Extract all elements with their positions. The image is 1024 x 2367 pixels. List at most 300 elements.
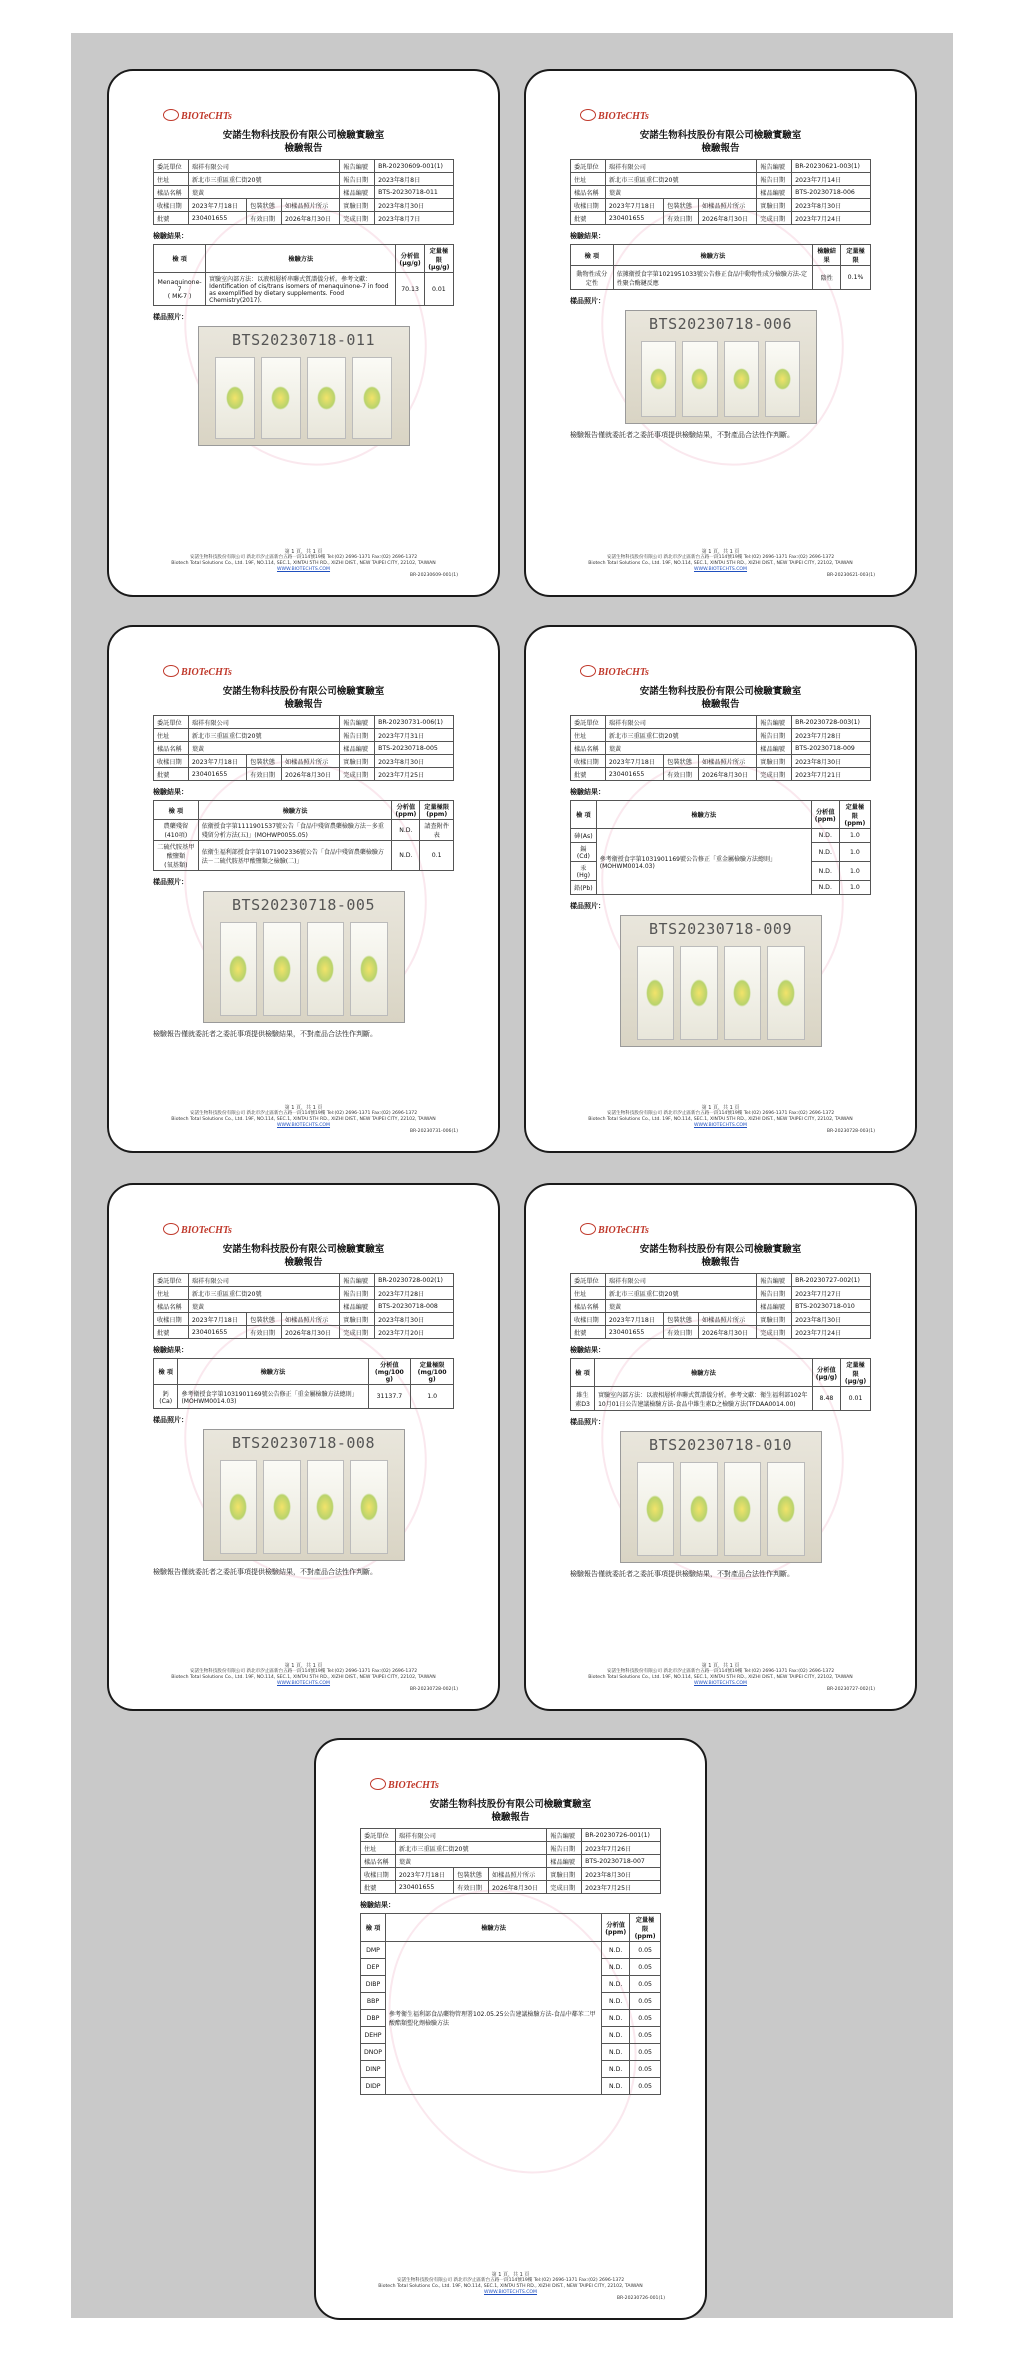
- meta-cell: 住址: [154, 1287, 189, 1300]
- value-cell: N.D.: [602, 1993, 630, 2010]
- meta-cell: 完成日期: [757, 1326, 792, 1339]
- meta-cell: 2023年7月18日: [188, 199, 246, 212]
- meta-cell: 葉黃: [188, 742, 339, 755]
- company-address-en: Biotech Total Solutions Co., Ltd. 19F, NO.114, SEC.1, XINTAI 5TH RD., XIZHI DIST., NEW TAIPEI CITY, 22102, TAIWAN: [171, 1675, 436, 1680]
- method-cell: 參考衛授食字第1031901169號公告修正「重金屬檢驗方法總則」(MOHWM0014.03): [596, 829, 811, 895]
- item-cell: 二硫代胺基甲酸鹽類 (氧基類): [154, 841, 199, 871]
- page-number: 第 1 頁，共 1 頁: [491, 2272, 530, 2278]
- meta-cell: 2023年7月14日: [792, 173, 871, 186]
- meta-cell: 2023年7月21日: [792, 768, 871, 781]
- meta-cell: 2023年7月27日: [792, 1287, 871, 1300]
- meta-row: [154, 716, 454, 729]
- value-cell: N.D.: [811, 843, 839, 862]
- meta-cell: 有效日期: [664, 1326, 699, 1339]
- meta-cell: 葉黃: [395, 1855, 546, 1868]
- report-title: 安諾生物科技股份有限公司檢驗實驗室 檢驗報告: [222, 686, 385, 710]
- meta-cell: 實驗日期: [340, 1313, 375, 1326]
- report-footer: [316, 2272, 705, 2302]
- photo-sample-label: BTS20230718-006: [649, 315, 792, 333]
- table-row: [154, 841, 454, 871]
- meta-cell: 2023年8月30日: [375, 1313, 454, 1326]
- company-website-link[interactable]: WWW.BIOTECHTS.COM: [276, 1681, 331, 1686]
- product-box: [352, 357, 392, 439]
- results-header-row: [154, 1359, 454, 1385]
- meta-cell: 2023年8月30日: [792, 199, 871, 212]
- report-title: 安諾生物科技股份有限公司檢驗實驗室 檢驗報告: [639, 1244, 802, 1268]
- meta-row: [571, 755, 871, 768]
- col-loq: 定量極限 (ppm): [839, 801, 870, 829]
- meta-row: [571, 1287, 871, 1300]
- table-row: [154, 1385, 454, 1409]
- meta-cell: 包裝狀態: [247, 1313, 282, 1326]
- meta-row: [154, 729, 454, 742]
- item-cell: DIDP: [361, 2078, 386, 2095]
- col-loq: 定量極限 (μg/g): [841, 1359, 871, 1387]
- report-page-7: [314, 1738, 707, 2320]
- meta-cell: 完成日期: [340, 1326, 375, 1339]
- col-item: 檢 項: [571, 245, 614, 266]
- page-number: 第 1 頁，共 1 頁: [701, 1105, 740, 1111]
- meta-cell: 樣品編號: [757, 742, 792, 755]
- meta-cell: BR-20230726-001(1): [582, 1829, 661, 1842]
- product-box: [724, 1462, 762, 1556]
- meta-cell: 報告日期: [757, 1287, 792, 1300]
- product-box: [350, 1460, 388, 1554]
- col-method: 檢驗方法: [596, 801, 811, 829]
- value-cell: N.D.: [602, 2027, 630, 2044]
- meta-cell: 新北市三重區重仁街20號: [188, 173, 339, 186]
- meta-row: [571, 729, 871, 742]
- company-website-link[interactable]: WWW.BIOTECHTS.COM: [693, 567, 748, 572]
- table-row: [361, 1942, 661, 1959]
- meta-cell: 葉黃: [605, 1300, 756, 1313]
- meta-cell: 瑞祥有限公司: [605, 160, 756, 173]
- col-item: 檢 項: [154, 245, 206, 273]
- results-header-row: [571, 801, 871, 829]
- meta-cell: BTS-20230718-006: [792, 186, 871, 199]
- report-footer: [526, 1663, 915, 1693]
- meta-cell: 收樣日期: [571, 755, 606, 768]
- meta-cell: 2023年7月18日: [605, 755, 663, 768]
- meta-cell: 2023年8月30日: [582, 1868, 661, 1881]
- company-website-link[interactable]: WWW.BIOTECHTS.COM: [693, 1123, 748, 1128]
- col-item: 檢 項: [154, 801, 199, 820]
- results-table: [153, 244, 454, 306]
- page-number: 第 1 頁，共 1 頁: [284, 1663, 323, 1669]
- meta-cell: 實驗日期: [757, 199, 792, 212]
- value-cell: N.D.: [602, 1942, 630, 1959]
- product-box: [765, 341, 800, 417]
- loq-cell: 0.05: [630, 2044, 661, 2061]
- item-cell: Menaquinone-7 ( MK-7 ): [154, 273, 206, 306]
- loq-cell: 0.01: [841, 1387, 871, 1411]
- meta-cell: 住址: [571, 173, 606, 186]
- meta-cell: 委託單位: [361, 1829, 396, 1842]
- meta-row: [154, 1274, 454, 1287]
- results-table: [153, 1358, 454, 1409]
- meta-row: [361, 1829, 661, 1842]
- loq-cell: 0.05: [630, 2010, 661, 2027]
- method-cell: 實驗室內部方法：以液相層析串聯式質譜儀分析。參考文獻：Identification of cis/trans isomers of menaquinone-7 in food as exemplified by dietary supplements. Food Chemistry(2017).: [206, 273, 396, 306]
- meta-cell: 2023年7月24日: [792, 212, 871, 225]
- meta-cell: 有效日期: [664, 768, 699, 781]
- meta-cell: 葉黃: [605, 186, 756, 199]
- meta-cell: 收樣日期: [154, 1313, 189, 1326]
- meta-cell: 住址: [571, 1287, 606, 1300]
- meta-row: [154, 199, 454, 212]
- meta-cell: 230401655: [188, 212, 246, 225]
- value-cell: N.D.: [602, 2010, 630, 2027]
- company-address-en: Biotech Total Solutions Co., Ltd. 19F, NO.114, SEC.1, XINTAI 5TH RD., XIZHI DIST., NEW TAIPEI CITY, 22102, TAIWAN: [171, 1117, 436, 1122]
- meta-cell: BR-20230609-001(1): [375, 160, 454, 173]
- meta-cell: 2023年7月31日: [375, 729, 454, 742]
- value-cell: N.D.: [602, 2044, 630, 2061]
- report-page-6: [524, 1183, 917, 1711]
- report-meta-table: [570, 159, 871, 225]
- sample-photo: [198, 326, 410, 446]
- product-box: [220, 922, 258, 1016]
- col-loq: 定量極限: [841, 245, 871, 266]
- company-website-link[interactable]: WWW.BIOTECHTS.COM: [693, 1681, 748, 1686]
- meta-cell: 2023年8月30日: [792, 755, 871, 768]
- meta-cell: BTS-20230718-010: [792, 1300, 871, 1313]
- company-address-en: Biotech Total Solutions Co., Ltd. 19F, NO.114, SEC.1, XINTAI 5TH RD., XIZHI DIST., NEW TAIPEI CITY, 22102, TAIWAN: [378, 2284, 643, 2289]
- col-method: 檢驗方法: [206, 245, 396, 273]
- meta-cell: 230401655: [188, 768, 246, 781]
- meta-cell: 2026年8月30日: [698, 1326, 756, 1339]
- meta-row: [154, 173, 454, 186]
- meta-cell: 2023年7月25日: [375, 768, 454, 781]
- meta-cell: 2026年8月30日: [281, 212, 339, 225]
- meta-cell: BR-20230731-006(1): [375, 716, 454, 729]
- meta-cell: 2026年8月30日: [488, 1881, 546, 1894]
- meta-cell: 新北市三重區重仁街20號: [605, 1287, 756, 1300]
- meta-cell: 樣品名稱: [571, 1300, 606, 1313]
- company-address-en: Biotech Total Solutions Co., Ltd. 19F, NO.114, SEC.1, XINTAI 5TH RD., XIZHI DIST., NEW TAIPEI CITY, 22102, TAIWAN: [588, 1117, 853, 1122]
- item-cell: DEP: [361, 1959, 386, 1976]
- col-value: 分析值 (mg/100 g): [368, 1359, 411, 1385]
- report-title: 安諾生物科技股份有限公司檢驗實驗室 檢驗報告: [222, 1244, 385, 1268]
- meta-cell: 新北市三重區重仁街20號: [395, 1842, 546, 1855]
- meta-cell: 如樣品照片所示: [698, 755, 756, 768]
- loq-cell: 1.0: [839, 862, 870, 881]
- meta-cell: 2023年7月20日: [375, 1326, 454, 1339]
- meta-cell: 收樣日期: [154, 199, 189, 212]
- meta-cell: 樣品名稱: [571, 742, 606, 755]
- meta-row: [154, 1287, 454, 1300]
- results-heading: 檢驗結果：: [570, 788, 605, 796]
- company-address-zh: 安諾生物科技股份有限公司 新北市汐止區新台五路一段114號19樓 Tel:(02) 2696-1371 Fax:(02) 2696-1372: [189, 555, 418, 560]
- report-code: BR-20230726-001(1): [616, 2296, 665, 2301]
- report-title: 安諾生物科技股份有限公司檢驗實驗室 檢驗報告: [429, 1799, 592, 1823]
- meta-cell: 2023年7月28日: [792, 729, 871, 742]
- meta-cell: 230401655: [605, 1326, 663, 1339]
- meta-cell: BTS-20230718-009: [792, 742, 871, 755]
- meta-cell: 批號: [154, 768, 189, 781]
- meta-cell: 完成日期: [757, 212, 792, 225]
- product-box: [263, 922, 301, 1016]
- meta-cell: 完成日期: [757, 768, 792, 781]
- report-page-4: [524, 625, 917, 1153]
- brand-name: BIOTeCHTs: [598, 1225, 649, 1236]
- meta-cell: BR-20230621-003(1): [792, 160, 871, 173]
- product-box: [637, 1462, 675, 1556]
- report-meta-table: [153, 1273, 454, 1339]
- meta-row: [154, 212, 454, 225]
- sample-photo: [203, 891, 405, 1023]
- meta-cell: 瑞祥有限公司: [395, 1829, 546, 1842]
- product-box: [767, 1462, 805, 1556]
- value-cell: N.D.: [811, 862, 839, 881]
- company-address-zh: 安諾生物科技股份有限公司 新北市汐止區新台五路一段114號19樓 Tel:(02) 2696-1371 Fax:(02) 2696-1372: [606, 555, 835, 560]
- meta-cell: 委託單位: [154, 1274, 189, 1287]
- meta-cell: 完成日期: [547, 1881, 582, 1894]
- brand-name: BIOTeCHTs: [598, 667, 649, 678]
- loq-cell: 0.01: [424, 273, 453, 306]
- meta-row: [361, 1868, 661, 1881]
- report-footer: [109, 1663, 498, 1693]
- value-cell: 8.48: [812, 1387, 840, 1411]
- loq-cell: 0.05: [630, 1993, 661, 2010]
- report-code: BR-20230621-003(1): [826, 573, 875, 578]
- disclaimer-note: 檢驗報告僅就委託者之委託事項提供檢驗結果，不對產品合法性作判斷。: [570, 431, 794, 439]
- value-cell: N.D.: [392, 841, 420, 871]
- meta-cell: 2023年7月18日: [605, 1313, 663, 1326]
- meta-cell: 樣品名稱: [361, 1855, 396, 1868]
- meta-cell: 瑞祥有限公司: [605, 1274, 756, 1287]
- meta-cell: 2023年7月18日: [188, 1313, 246, 1326]
- meta-cell: 2023年7月25日: [582, 1881, 661, 1894]
- meta-cell: 包裝狀態: [247, 199, 282, 212]
- item-cell: 鎘(Cd): [571, 843, 597, 862]
- results-heading: 檢驗結果：: [153, 788, 188, 796]
- meta-cell: 報告編號: [547, 1829, 582, 1842]
- brand-name: BIOTeCHTs: [181, 111, 232, 122]
- product-box: [680, 946, 718, 1040]
- meta-cell: 完成日期: [340, 212, 375, 225]
- meta-cell: 新北市三重區重仁街20號: [188, 729, 339, 742]
- meta-cell: BTS-20230718-007: [582, 1855, 661, 1868]
- meta-cell: 2023年8月7日: [375, 212, 454, 225]
- meta-cell: 新北市三重區重仁街20號: [605, 729, 756, 742]
- photo-heading: 樣品照片：: [153, 1416, 188, 1424]
- brand-name: BIOTeCHTs: [181, 667, 232, 678]
- company-website-link[interactable]: WWW.BIOTECHTS.COM: [276, 567, 331, 572]
- meta-cell: 收樣日期: [154, 755, 189, 768]
- report-footer: [109, 549, 498, 579]
- col-loq: 定量極限 (ppm): [630, 1914, 661, 1942]
- meta-cell: 新北市三重區重仁街20號: [188, 1287, 339, 1300]
- meta-cell: 完成日期: [340, 768, 375, 781]
- results-header-row: [154, 245, 454, 273]
- value-cell: N.D.: [602, 2078, 630, 2095]
- meta-row: [571, 1274, 871, 1287]
- meta-cell: BR-20230728-002(1): [375, 1274, 454, 1287]
- method-cell: 依據衛授食字第1021951033號公告修正食品中動物性成分檢驗方法-定性聚合酶鏈反應: [613, 266, 812, 290]
- report-footer: [526, 1105, 915, 1135]
- sample-photo: [620, 1431, 822, 1563]
- loq-cell: 1.0: [839, 829, 870, 843]
- col-method: 檢驗方法: [613, 245, 812, 266]
- brand-name: BIOTeCHTs: [388, 1780, 439, 1791]
- item-cell: 汞(Hg): [571, 862, 597, 881]
- product-box: [350, 922, 388, 1016]
- col-method: 檢驗方法: [386, 1914, 602, 1942]
- meta-row: [571, 1326, 871, 1339]
- meta-cell: 瑞祥有限公司: [188, 160, 339, 173]
- item-cell: 鈣(Ca): [154, 1385, 178, 1409]
- meta-row: [571, 173, 871, 186]
- photo-heading: 樣品照片：: [570, 297, 605, 305]
- photo-sample-label: BTS20230718-008: [232, 1434, 375, 1452]
- results-heading: 檢驗結果：: [570, 1346, 605, 1354]
- meta-cell: 報告日期: [340, 173, 375, 186]
- meta-cell: 有效日期: [247, 1326, 282, 1339]
- meta-cell: 包裝狀態: [247, 755, 282, 768]
- report-code: BR-20230728-002(1): [409, 1687, 458, 1692]
- meta-cell: 2023年7月18日: [395, 1868, 453, 1881]
- meta-row: [361, 1842, 661, 1855]
- meta-cell: 委託單位: [154, 716, 189, 729]
- report-footer: [526, 549, 915, 579]
- photo-sample-label: BTS20230718-009: [649, 920, 792, 938]
- meta-cell: 樣品編號: [547, 1855, 582, 1868]
- value-cell: 70.13: [396, 273, 424, 306]
- meta-cell: BTS-20230718-005: [375, 742, 454, 755]
- meta-cell: 如樣品照片所示: [281, 755, 339, 768]
- meta-row: [154, 1313, 454, 1326]
- meta-cell: 有效日期: [664, 212, 699, 225]
- meta-cell: 如樣品照片所示: [281, 199, 339, 212]
- loq-cell: 1.0: [839, 881, 870, 895]
- meta-cell: 230401655: [605, 768, 663, 781]
- meta-row: [154, 1300, 454, 1313]
- product-box: [641, 341, 676, 417]
- results-table: [570, 1358, 871, 1411]
- meta-cell: 新北市三重區重仁街20號: [605, 173, 756, 186]
- meta-cell: 報告編號: [757, 716, 792, 729]
- company-address-en: Biotech Total Solutions Co., Ltd. 19F, NO.114, SEC.1, XINTAI 5TH RD., XIZHI DIST., NEW TAIPEI CITY, 22102, TAIWAN: [588, 1675, 853, 1680]
- value-cell: N.D.: [811, 881, 839, 895]
- company-address-en: Biotech Total Solutions Co., Ltd. 19F, NO.114, SEC.1, XINTAI 5TH RD., XIZHI DIST., NEW TAIPEI CITY, 22102, TAIWAN: [588, 561, 853, 566]
- meta-cell: 實驗日期: [340, 755, 375, 768]
- meta-cell: 委託單位: [571, 1274, 606, 1287]
- item-cell: 砷(As): [571, 829, 597, 843]
- meta-cell: 包裝狀態: [664, 755, 699, 768]
- col-item: 檢 項: [154, 1359, 178, 1385]
- loq-cell: 0.05: [630, 2078, 661, 2095]
- meta-cell: 委託單位: [571, 160, 606, 173]
- meta-row: [571, 768, 871, 781]
- results-table: [360, 1913, 661, 2095]
- col-method: 檢驗方法: [198, 801, 392, 820]
- product-box: [767, 946, 805, 1040]
- loq-cell: 0.05: [630, 1942, 661, 1959]
- report-meta-table: [153, 159, 454, 225]
- col-item: 檢 項: [571, 1359, 595, 1387]
- meta-row: [571, 1313, 871, 1326]
- meta-cell: 2026年8月30日: [698, 768, 756, 781]
- meta-cell: 2026年8月30日: [281, 768, 339, 781]
- sample-photo: [620, 915, 822, 1047]
- company-address-zh: 安諾生物科技股份有限公司 新北市汐止區新台五路一段114號19樓 Tel:(02) 2696-1371 Fax:(02) 2696-1372: [606, 1111, 835, 1116]
- method-cell: 參考衛生福利部食品藥物管理署102.05.25公告建議檢驗方法-食品中鄰苯二甲酸酯類塑化劑檢驗方法: [386, 1942, 602, 2095]
- company-website-link[interactable]: WWW.BIOTECHTS.COM: [483, 2290, 538, 2295]
- meta-cell: 2023年7月18日: [188, 755, 246, 768]
- meta-cell: 樣品編號: [340, 742, 375, 755]
- meta-cell: 2023年8月30日: [792, 1313, 871, 1326]
- report-code: BR-20230609-001(1): [409, 573, 458, 578]
- company-address-zh: 安諾生物科技股份有限公司 新北市汐止區新台五路一段114號19樓 Tel:(02) 2696-1371 Fax:(02) 2696-1372: [189, 1669, 418, 1674]
- page-number: 第 1 頁，共 1 頁: [284, 1105, 323, 1111]
- product-box: [307, 922, 345, 1016]
- report-meta-table: [570, 1273, 871, 1339]
- table-row: [571, 829, 871, 843]
- photo-sample-label: BTS20230718-011: [232, 331, 375, 349]
- results-header-row: [571, 245, 871, 266]
- page-number: 第 1 頁，共 1 頁: [284, 549, 323, 555]
- meta-cell: 2023年8月30日: [375, 199, 454, 212]
- meta-cell: 230401655: [395, 1881, 453, 1894]
- meta-cell: 批號: [154, 212, 189, 225]
- product-boxes: [215, 357, 391, 439]
- item-cell: DBP: [361, 2010, 386, 2027]
- meta-cell: 報告編號: [340, 1274, 375, 1287]
- meta-cell: 如樣品照片所示: [488, 1868, 546, 1881]
- report-title: 安諾生物科技股份有限公司檢驗實驗室 檢驗報告: [222, 130, 385, 154]
- meta-cell: 2026年8月30日: [281, 1326, 339, 1339]
- disclaimer-note: 檢驗報告僅就委託者之委託事項提供檢驗結果，不對產品合法性作判斷。: [153, 1030, 377, 1038]
- meta-cell: 2023年7月28日: [375, 1287, 454, 1300]
- method-cell: 實驗室內部方法：以液相層析串聯式質譜儀分析。參考文獻：衛生福利部102年10月01日公告建議檢驗方法-食品中維生素D之檢驗方法(TFDAA0014.00): [595, 1387, 813, 1411]
- report-page-3: [107, 625, 500, 1153]
- meta-cell: 收樣日期: [361, 1868, 396, 1881]
- product-box: [680, 1462, 718, 1556]
- meta-cell: 委託單位: [571, 716, 606, 729]
- col-value: 分析值 (ppm): [392, 801, 420, 820]
- meta-cell: BTS-20230718-008: [375, 1300, 454, 1313]
- item-cell: 鉛(Pb): [571, 881, 597, 895]
- product-box: [724, 946, 762, 1040]
- meta-cell: 樣品編號: [340, 1300, 375, 1313]
- col-loq: 定量極限 (μg/g): [424, 245, 453, 273]
- meta-cell: 批號: [571, 1326, 606, 1339]
- sample-photo: [203, 1429, 405, 1561]
- company-website-link[interactable]: WWW.BIOTECHTS.COM: [276, 1123, 331, 1128]
- report-meta-table: [153, 715, 454, 781]
- meta-cell: 2026年8月30日: [698, 212, 756, 225]
- results-table: [570, 244, 871, 290]
- meta-cell: 委託單位: [154, 160, 189, 173]
- meta-row: [361, 1855, 661, 1868]
- item-cell: DMP: [361, 1942, 386, 1959]
- product-box: [682, 341, 717, 417]
- meta-cell: 實驗日期: [340, 199, 375, 212]
- company-address-zh: 安諾生物科技股份有限公司 新北市汐止區新台五路一段114號19樓 Tel:(02) 2696-1371 Fax:(02) 2696-1372: [396, 2278, 625, 2283]
- meta-cell: 報告日期: [757, 173, 792, 186]
- loq-cell: 0.05: [630, 2061, 661, 2078]
- meta-cell: 瑞祥有限公司: [188, 716, 339, 729]
- meta-cell: 2023年7月24日: [792, 1326, 871, 1339]
- item-cell: DIBP: [361, 1976, 386, 1993]
- meta-cell: 住址: [361, 1842, 396, 1855]
- meta-cell: 批號: [361, 1881, 396, 1894]
- col-loq: 定量極限 (mg/100 g): [411, 1359, 454, 1385]
- meta-row: [361, 1881, 661, 1894]
- product-box: [307, 357, 347, 439]
- report-title: 安諾生物科技股份有限公司檢驗實驗室 檢驗報告: [639, 130, 802, 154]
- report-meta-table: [360, 1828, 661, 1894]
